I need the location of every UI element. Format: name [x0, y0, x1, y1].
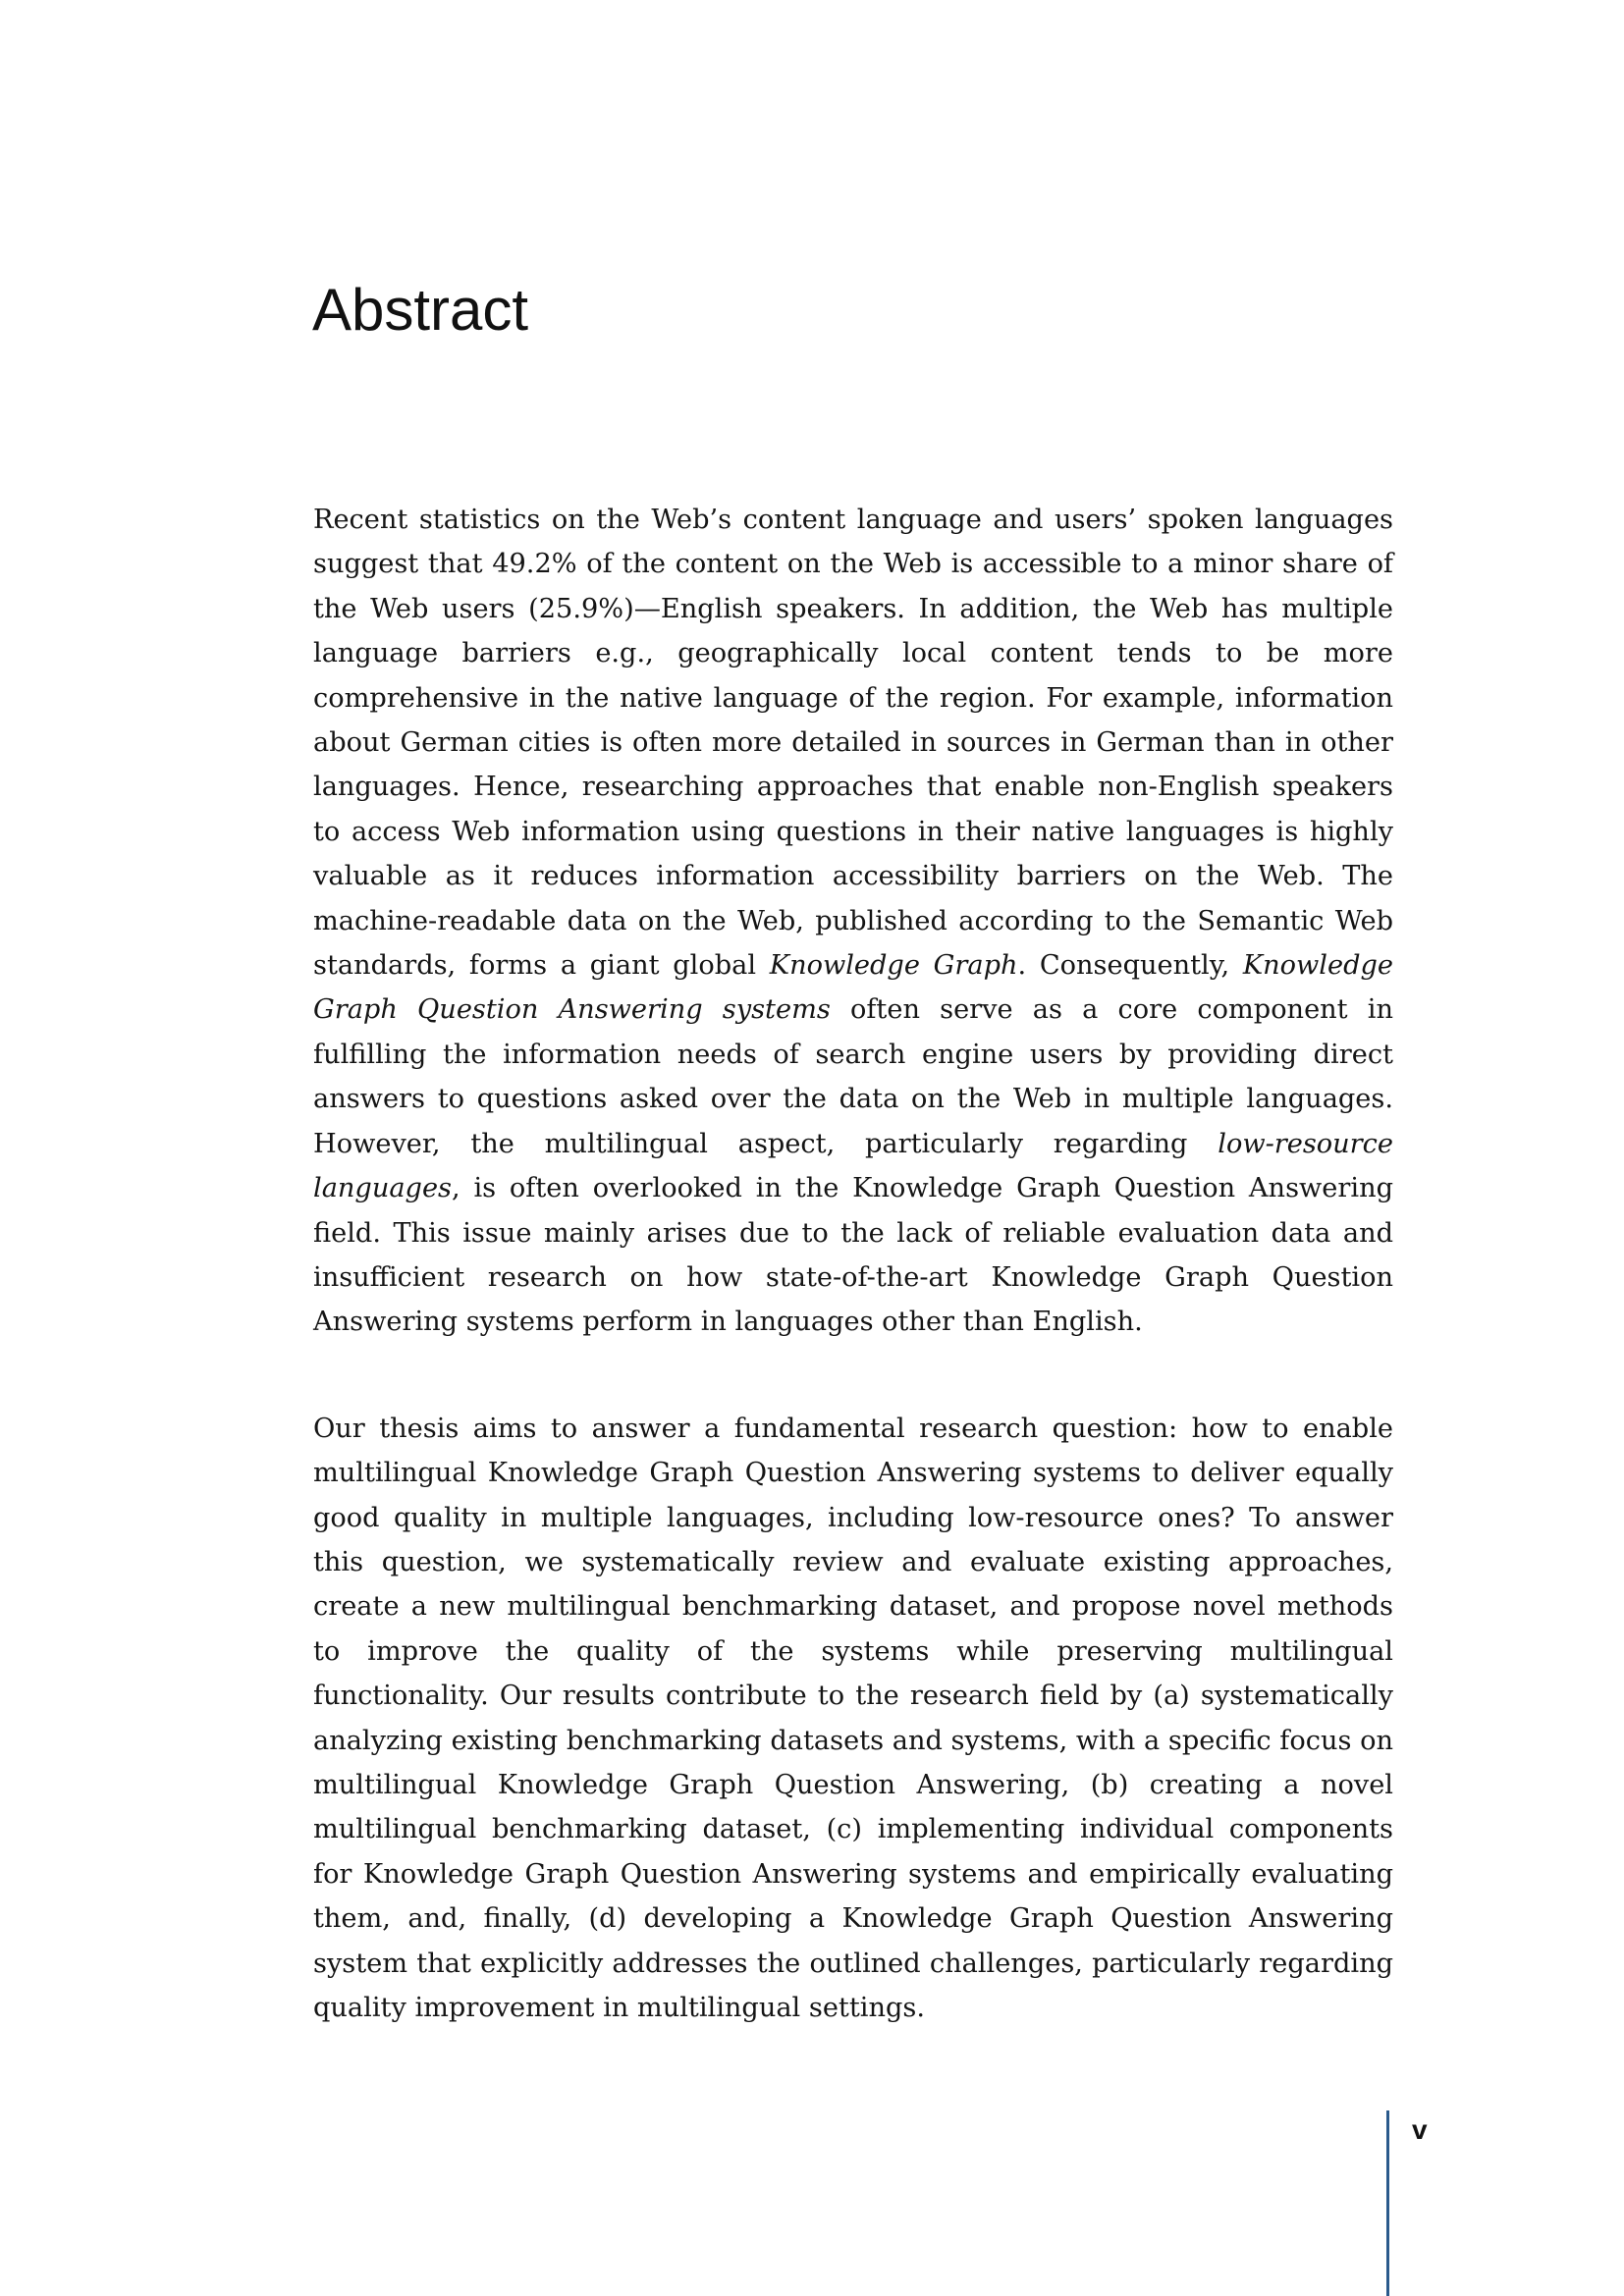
emphasis-text: Knowledge Graph Question Answering systems — [313, 950, 1393, 1026]
paragraph-text: . Consequently, — [1017, 950, 1243, 982]
page-number: v — [1412, 2114, 1428, 2145]
paragraph-text: Recent statistics on the Web’s content language and users’ spoken languages suggest that 49.2% of the content on the Web is accessible to a minor share of the Web users (25.9%)—English speakers. In addition, the Web has multiple language barriers e.g., geographically local content tends to be more comprehensive in the native language of the region. For example, information about German cities is often more detailed in sources in German than in other languages. Hence, researching approaches that enable non-English speakers to access Web information using questions in their native languages is highly valuable as it reduces information accessibility barriers on the Web. The machine-readable data on the Web, published according to the Semantic Web standards, forms a giant global — [313, 505, 1393, 982]
emphasis-text: low-resource languages — [313, 1128, 1393, 1204]
emphasis-text: Knowledge Graph — [769, 950, 1018, 982]
paragraph-text: Our thesis aims to answer a fundamental research question: how to enable multilingual Knowledge Graph Question Answering systems to deliver equally good quality in multiple languages, including low-resource ones? To answer this question, we systematically review and evaluate existing approaches, create a new multilingual benchmarking dataset, and propose novel methods to improve the quality of the systems while preserving multilingual functionality. Our results contribute to the research field by (a) systematically analyzing existing benchmarking datasets and systems, with a specific focus on multilingual Knowledge Graph Question Answering, (b) creating a novel multilingual benchmarking dataset, (c) implementing individual components for Knowledge Graph Question Answering systems and empirically evaluating them, and, finally, (d) developing a Knowledge Graph Question Answering system that explicitly addresses the outlined challenges, particularly regarding quality improvement in multilingual settings. — [313, 1413, 1393, 2023]
page-number-rule — [1386, 2110, 1389, 2296]
abstract-paragraph-1 — [313, 498, 1393, 1345]
paragraph-text: , is often overlooked in the Knowledge Graph Question Answering field. This issue mainly arises due to the lack of reliable evaluation data and insufficient research on how state-of-the-art Knowledge Graph Question Answering systems perform in languages other than English. — [313, 1173, 1393, 1338]
abstract-body — [313, 498, 1393, 2030]
abstract-paragraph-2 — [313, 1407, 1393, 2031]
page-title: Abstract — [312, 277, 529, 343]
paragraph-text: often serve as a core component in fulfilling the information needs of search engine users by providing direct answers to questions asked over the data on the Web in multiple languages. However, the multilingual aspect, particularly regarding — [313, 994, 1393, 1159]
